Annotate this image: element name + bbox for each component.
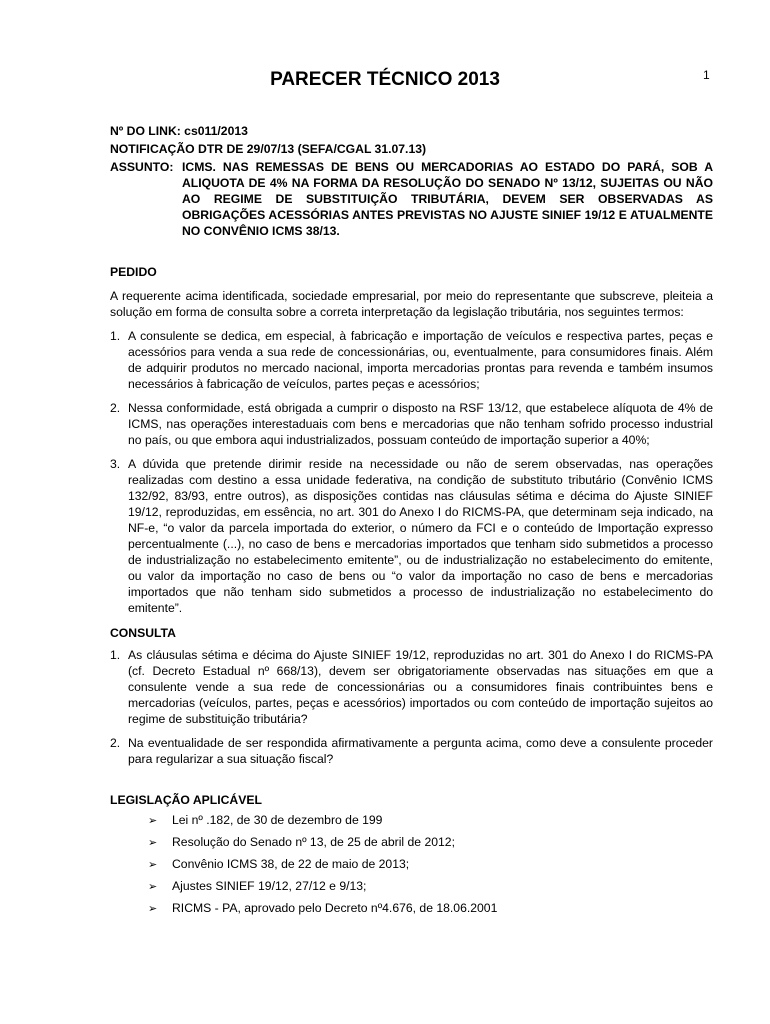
list-item	[110, 647, 713, 727]
document-body	[110, 123, 713, 922]
arrow-bullet-icon: ➢	[148, 837, 158, 849]
item-text: Na eventualidade de ser respondida afirmativamente a pergunta acima, como deve a consulente proceder para regularizar a sua situação fiscal?	[128, 736, 713, 766]
item-number: 1.	[110, 329, 121, 343]
list-item	[110, 328, 713, 392]
item-text: Lei nº .182, de 30 de dezembro de 199	[172, 813, 383, 827]
item-text: Nessa conformidade, está obrigada a cumprir o disposto na RSF 13/12, que estabelece alíquota de 4% de ICMS, nas operações interestaduais com bens e mercadorias que não tenham sofrido processo industrial no país, ou que embora aqui industrializados, possuam conteúdo de importação superior a 40%;	[128, 401, 713, 447]
item-text: RICMS - PA, aprovado pelo Decreto nº4.676, de 18.06.2001	[172, 901, 498, 915]
document-title: PARECER TÉCNICO 2013	[270, 69, 500, 90]
legislacao-list	[110, 812, 713, 922]
link-line: Nº DO LINK: cs011/2013	[110, 124, 248, 138]
list-item	[148, 834, 713, 856]
arrow-bullet-icon: ➢	[148, 903, 158, 915]
arrow-bullet-icon: ➢	[148, 815, 158, 827]
list-item	[110, 735, 713, 767]
list-item	[110, 400, 713, 448]
consulta-list	[110, 647, 713, 767]
pedido-list	[110, 328, 713, 616]
item-text: Convênio ICMS 38, de 22 de maio de 2013;	[172, 857, 410, 871]
list-item	[148, 900, 713, 922]
item-text: A consulente se dedica, em especial, à fabricação e importação de veículos e respectiva partes, peças e acessórios para venda a sua rede de concessionárias, ou, eventualmente, para consumidores finais. Além de adquirir produtos no mercado nacional, importa mercadorias prontas para revenda e também insumos necessários à fabricação de veículos, partes peças e acessórios;	[128, 329, 713, 391]
list-item	[110, 456, 713, 616]
page-number: 1	[703, 68, 710, 82]
arrow-bullet-icon: ➢	[148, 859, 158, 871]
legislacao-heading: LEGISLAÇÃO APLICÁVEL	[110, 793, 262, 807]
list-item	[148, 878, 713, 900]
pedido-heading: PEDIDO	[110, 265, 157, 279]
assunto-block	[110, 159, 713, 239]
item-number: 1.	[110, 648, 121, 662]
consulta-heading: CONSULTA	[110, 626, 176, 640]
item-text: As cláusulas sétima e décima do Ajuste SINIEF 19/12, reproduzidas no art. 301 do Anexo I do RICMS-PA (cf. Decreto Estadual nº 668/13), devem ser obrigatoriamente observadas nas situações em que a consulente vende a sua rede de concessionárias ou a consumidores finais contribuintes bens e mercadorias (veículos, partes, peças e acessórios) importados ou com conteúdo de importação sujeitos ao regime de substituição tributária?	[128, 648, 713, 726]
item-number: 2.	[110, 736, 121, 750]
notificacao-line: NOTIFICAÇÃO DTR DE 29/07/13 (SEFA/CGAL 31.07.13)	[110, 142, 427, 156]
list-item	[148, 812, 713, 834]
item-text: Ajustes SINIEF 19/12, 27/12 e 9/13;	[172, 879, 367, 893]
item-text: Resolução do Senado nº 13, de 25 de abril de 2012;	[172, 835, 455, 849]
pedido-intro: A requerente acima identificada, sociedade empresarial, por meio do representante que subscreve, pleiteia a solução em forma de consulta sobre a correta interpretação da legislação tributária, nos seguintes termos:	[110, 289, 713, 319]
item-number: 2.	[110, 401, 121, 415]
item-text: A dúvida que pretende dirimir reside na necessidade ou não de serem observadas, nas operações realizadas com destino a essa unidade federativa, na condição de substituto tributário (Convênio ICMS 132/92, 83/93, entre outros), as disposições contidas nas cláusulas sétima e décima do Ajuste SINIEF 19/12, reproduzidas, em essência, no art. 301 do Anexo I do RICMS-PA, que determinam seja indicado, na NF-e, “o valor da parcela importada do exterior, o número da FCI e o conteúdo de Importação expresso percentualmente (...), no caso de bens e mercadorias importados que tenham sido submetidos a processo de industrialização no estabelecimento emitente”, ou de industrialização no estabelecimento do emitente, ou valor da importação no caso de bens ou “o valor da importação no caso de bens e mercadorias importados que não tenham sido submetidos a processo de industrialização no estabelecimento do emitente”.	[128, 457, 713, 615]
assunto-label: ASSUNTO:	[110, 160, 174, 174]
arrow-bullet-icon: ➢	[148, 881, 158, 893]
list-item	[148, 856, 713, 878]
assunto-text: ICMS. NAS REMESSAS DE BENS OU MERCADORIAS AO ESTADO DO PARÁ, SOB A ALIQUOTA DE 4% NA FORMA DA RESOLUÇÃO DO SENADO Nº 13/12, SUJEITAS OU NÃO AO REGIME DE SUBSTITUIÇÃO TRIBUTÁRIA, DEVEM SER OBSERVADAS AS OBRIGAÇÕES ACESSÓRIAS ANTES PREVISTAS NO AJUSTE SINIEF 19/12 E ATUALMENTE NO CONVÊNIO ICMS 38/13.	[182, 160, 713, 238]
item-number: 3.	[110, 457, 121, 471]
